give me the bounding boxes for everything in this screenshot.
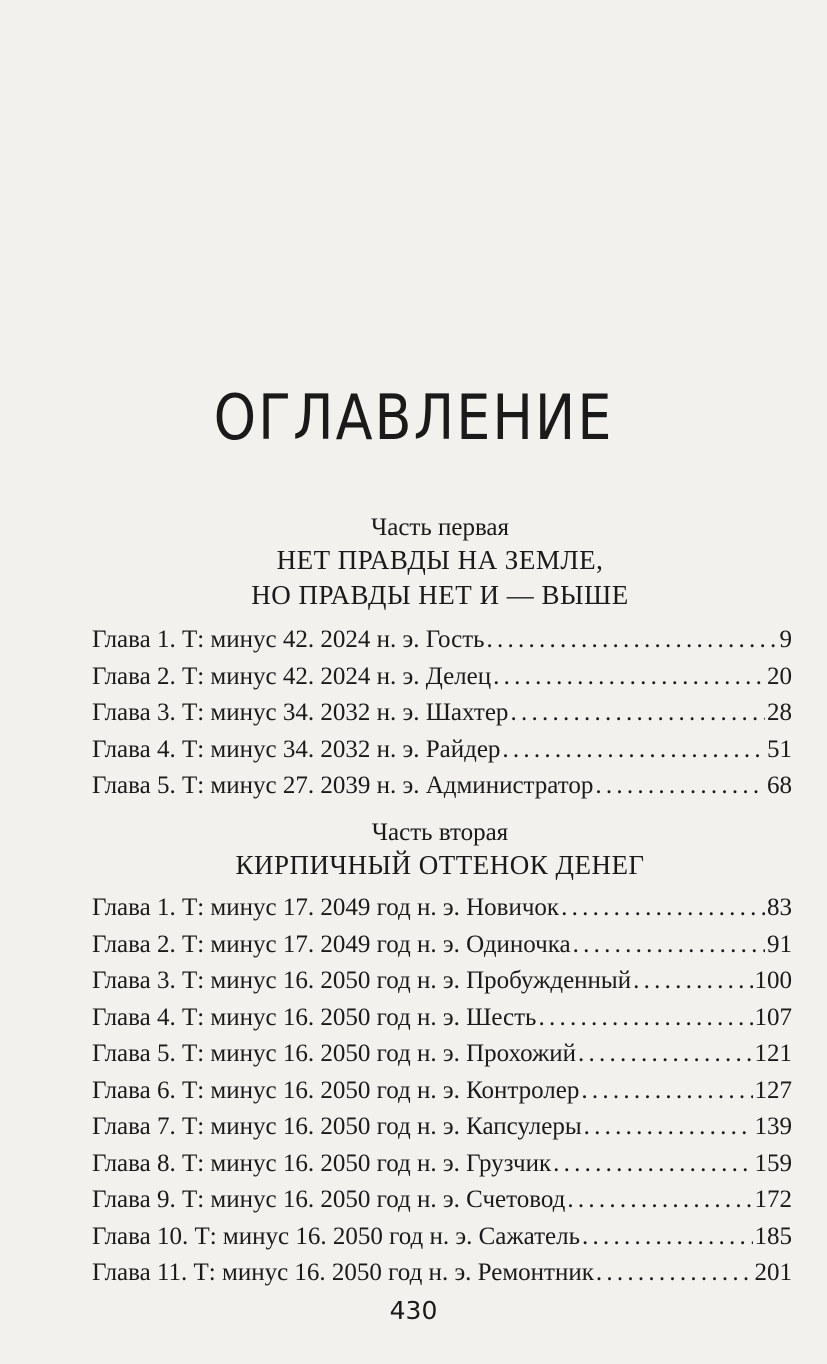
chapter-page-number: 201 <box>754 1259 792 1286</box>
part-one-header <box>90 513 790 613</box>
part-title-line: НЕТ ПРАВДЫ НА ЗЕМЛЕ, <box>276 545 604 575</box>
part-label: Часть первая <box>370 514 510 541</box>
chapter-page-number: 159 <box>754 1149 792 1177</box>
chapter-title: Глава 4. Т: минус 34. 2032 н. э. Райдер <box>92 735 501 763</box>
chapter-title: Глава 1. Т: минус 17. 2049 год н. э. Новичок <box>92 894 560 921</box>
chapter-page-number: 127 <box>754 1076 792 1104</box>
chapter-page-number: 28 <box>767 699 792 726</box>
chapter-page-number: 20 <box>767 662 792 690</box>
leader-dots <box>493 659 765 696</box>
part-one-chapter-list <box>92 622 792 805</box>
chapter-title: Глава 8. Т: минус 16. 2050 год н. э. Грузчик <box>92 1149 552 1177</box>
toc-entry[interactable] <box>92 732 792 769</box>
leader-dots <box>510 695 765 732</box>
page-number: 430 <box>389 1296 438 1325</box>
leader-dots <box>633 963 752 1000</box>
chapter-title: Глава 2. Т: минус 42. 2024 н. э. Делец <box>92 662 492 690</box>
part-title-line: КИРПИЧНЫЙ ОТТЕНОК ДЕНЕГ <box>235 850 645 880</box>
chapter-page-number: 172 <box>754 1186 792 1213</box>
leader-dots <box>578 1036 753 1073</box>
toc-entry[interactable] <box>92 1109 792 1146</box>
leader-dots <box>487 622 778 659</box>
toc-entry[interactable] <box>92 659 792 696</box>
leader-dots <box>581 1073 752 1110</box>
leader-dots <box>538 1000 752 1037</box>
chapter-page-number: 100 <box>754 967 792 994</box>
leader-dots <box>596 1255 753 1292</box>
chapter-page-number: 91 <box>767 930 792 958</box>
chapter-title: Глава 1. Т: минус 42. 2024 н. э. Гость <box>92 626 485 653</box>
leader-dots <box>561 890 765 927</box>
chapter-title: Глава 3. Т: минус 16. 2050 год н. э. Пробужденный <box>92 967 632 994</box>
chapter-page-number: 107 <box>754 1003 792 1031</box>
toc-entry[interactable] <box>92 1036 792 1073</box>
part-title-line: НО ПРАВДЫ НЕТ И — ВЫШЕ <box>251 580 629 610</box>
part-label: Часть вторая <box>371 819 509 846</box>
chapter-title: Глава 7. Т: минус 16. 2050 год н. э. Капсулеры <box>92 1113 582 1140</box>
leader-dots <box>595 768 765 805</box>
leader-dots <box>553 1146 752 1183</box>
toc-entry[interactable] <box>92 1219 792 1256</box>
toc-entry[interactable] <box>92 1146 792 1183</box>
part-two-header <box>90 818 790 883</box>
chapter-title: Глава 3. Т: минус 34. 2032 н. э. Шахтер <box>92 699 509 726</box>
toc-entry[interactable] <box>92 768 792 805</box>
chapter-page-number: 185 <box>754 1222 792 1250</box>
toc-entry[interactable] <box>92 622 792 659</box>
chapter-page-number: 83 <box>767 894 792 921</box>
chapter-title: Глава 11. Т: минус 16. 2050 год н. э. Ремонтник <box>92 1259 594 1286</box>
toc-entry[interactable] <box>92 1000 792 1037</box>
chapter-page-number: 139 <box>754 1113 792 1140</box>
leader-dots <box>582 1219 753 1256</box>
part-two-chapter-list <box>92 890 792 1292</box>
toc-entry[interactable] <box>92 963 792 1000</box>
toc-entry[interactable] <box>92 695 792 732</box>
chapter-title: Глава 6. Т: минус 16. 2050 год н. э. Контролер <box>92 1076 580 1104</box>
leader-dots <box>584 1109 753 1146</box>
toc-entry[interactable] <box>92 1182 792 1219</box>
chapter-title: Глава 5. Т: минус 16. 2050 год н. э. Прохожий <box>92 1040 576 1067</box>
leader-dots <box>502 732 765 769</box>
chapter-page-number: 68 <box>767 772 792 799</box>
toc-entry[interactable] <box>92 1255 792 1292</box>
toc-entry[interactable] <box>92 890 792 927</box>
chapter-page-number: 51 <box>767 735 792 763</box>
chapter-title: Глава 5. Т: минус 27. 2039 н. э. Администратор <box>92 772 594 799</box>
leader-dots <box>567 1182 752 1219</box>
toc-entry[interactable] <box>92 927 792 964</box>
chapter-page-number: 121 <box>754 1040 792 1067</box>
chapter-title: Глава 2. Т: минус 17. 2049 год н. э. Одиночка <box>92 930 571 958</box>
toc-heading: ОГЛАВЛЕНИЕ <box>213 381 614 454</box>
chapter-title: Глава 9. Т: минус 16. 2050 год н. э. Счетовод <box>92 1186 566 1213</box>
leader-dots <box>573 927 765 964</box>
toc-entry[interactable] <box>92 1073 792 1110</box>
chapter-page-number: 9 <box>779 626 792 653</box>
chapter-title: Глава 4. Т: минус 16. 2050 год н. э. Шесть <box>92 1003 537 1031</box>
chapter-title: Глава 10. Т: минус 16. 2050 год н. э. Сажатель <box>92 1222 580 1250</box>
